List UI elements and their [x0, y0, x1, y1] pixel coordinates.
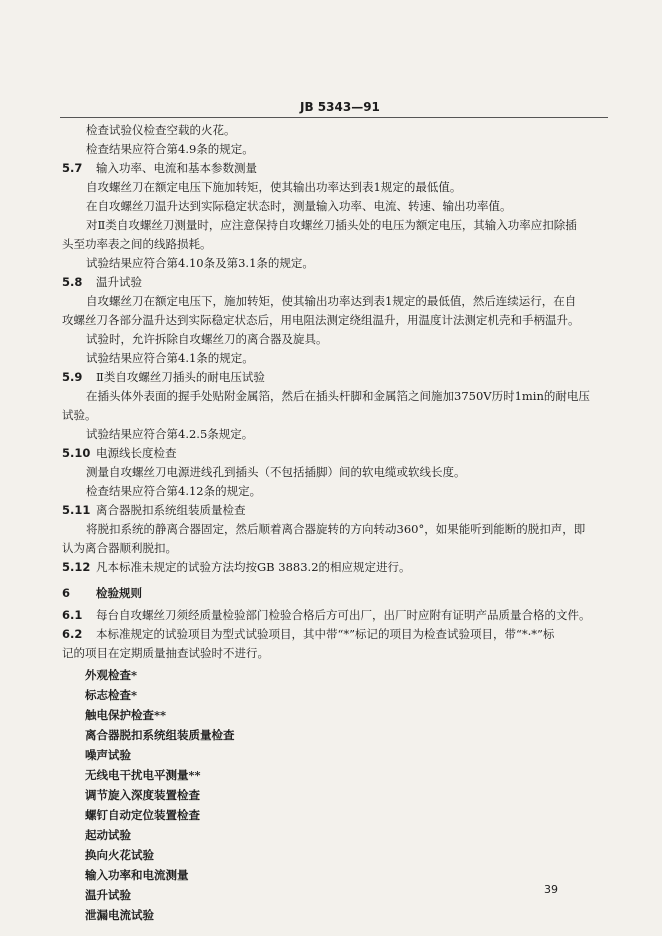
list-item: 起动试验 [85, 828, 131, 842]
text-line: 试验结果应符合第4.10条及第3.1条的规定。 [86, 256, 314, 270]
text-line: 在自攻螺丝刀温升达到实际稳定状态时，测量输入功率、电流、转速、输出功率值。 [86, 199, 512, 213]
page-number: 39 [544, 883, 558, 896]
text-line: 认为离合器顺利脱扣。 [62, 541, 177, 555]
text-line: 试验时，允许拆除自攻螺丝刀的离合器及旋具。 [86, 332, 328, 346]
list-item: 调节旋入深度装置检查 [85, 788, 200, 802]
list-item: 泄漏电流试验 [85, 908, 154, 922]
text-line: 试验结果应符合第4.2.5条规定。 [86, 427, 254, 441]
text-line: 将脱扣系统的静离合器固定，然后顺着离合器旋转的方向转动360°，如果能听到能断的脱扣声，即 [86, 522, 586, 536]
text-line: 检查结果应符合第4.12条的规定。 [86, 484, 262, 498]
text-line: 头至功率表之间的线路损耗。 [62, 237, 212, 251]
text-line: 试验结果应符合第4.1条的规定。 [86, 351, 254, 365]
text-line: 自攻螺丝刀在额定电压下，施加转矩，使其输出功率达到表1规定的最低值，然后连续运行，在自 [86, 294, 577, 308]
page-header: JB 5343—91 [300, 100, 380, 114]
list-item: 外观检查* [85, 668, 138, 682]
text-line: 记的项目在定期质量抽查试验时不进行。 [62, 646, 269, 660]
list-item: 换向火花试验 [85, 848, 154, 862]
section-heading-5-7: 5.7 输入功率、电流和基本参数测量 [62, 161, 257, 175]
list-item: 标志检查* [85, 688, 138, 702]
list-item: 触电保护检查** [85, 708, 167, 722]
text-line: 检查结果应符合第4.9条的规定。 [86, 142, 254, 156]
chapter-heading-6: 6 检验规则 [62, 586, 142, 600]
list-item: 输入功率和电流测量 [85, 868, 189, 882]
list-item: 噪声试验 [85, 748, 131, 762]
section-6-1: 6.1 每台自攻螺丝刀须经质量检验部门检验合格后方可出厂，出厂时应附有证明产品质量合格的文件。 [62, 608, 591, 622]
section-heading-5-11: 5.11 离合器脱扣系统组装质量检查 [62, 503, 246, 517]
text-line: 自攻螺丝刀在额定电压下施加转矩，使其输出功率达到表1规定的最低值。 [86, 180, 462, 194]
section-heading-5-10: 5.10 电源线长度检查 [62, 446, 177, 460]
section-heading-5-8: 5.8 温升试验 [62, 275, 142, 289]
section-heading-5-9: 5.9 Ⅱ类自攻螺丝刀插头的耐电压试验 [62, 370, 265, 384]
list-item: 螺钉自动定位装置检查 [85, 808, 200, 822]
text-line: 试验。 [62, 408, 97, 422]
list-item: 离合器脱扣系统组装质量检查 [85, 728, 235, 742]
text-line: 在插头体外表面的握手处贴附金属箔，然后在插头杆脚和金属箔之间施加3750V历时1min的耐电压 [86, 389, 590, 403]
text-line: 测量自攻螺丝刀电源进线孔到插头（不包括插脚）间的软电缆或软线长度。 [86, 465, 466, 479]
section-6-2: 6.2 本标准规定的试验项目为型式试验项目，其中带“*”标记的项目为检查试验项目，带“*·*”标 [62, 627, 555, 641]
section-5-12: 5.12 凡本标准未规定的试验方法均按GB 3883.2的相应规定进行。 [62, 560, 411, 574]
text-line: 对Ⅱ类自攻螺丝刀测量时，应注意保持自攻螺丝刀插头处的电压为额定电压，其输入功率应扣除插 [86, 218, 577, 232]
header-rule [60, 117, 608, 118]
list-item: 无线电干扰电平测量** [85, 768, 201, 782]
list-item: 温升试验 [85, 888, 131, 902]
text-line: 检查试验仪检查空载的火花。 [86, 123, 236, 137]
text-line: 攻螺丝刀各部分温升达到实际稳定状态后，用电阻法测定绕组温升，用温度计法测定机壳和手柄温升。 [62, 313, 580, 327]
